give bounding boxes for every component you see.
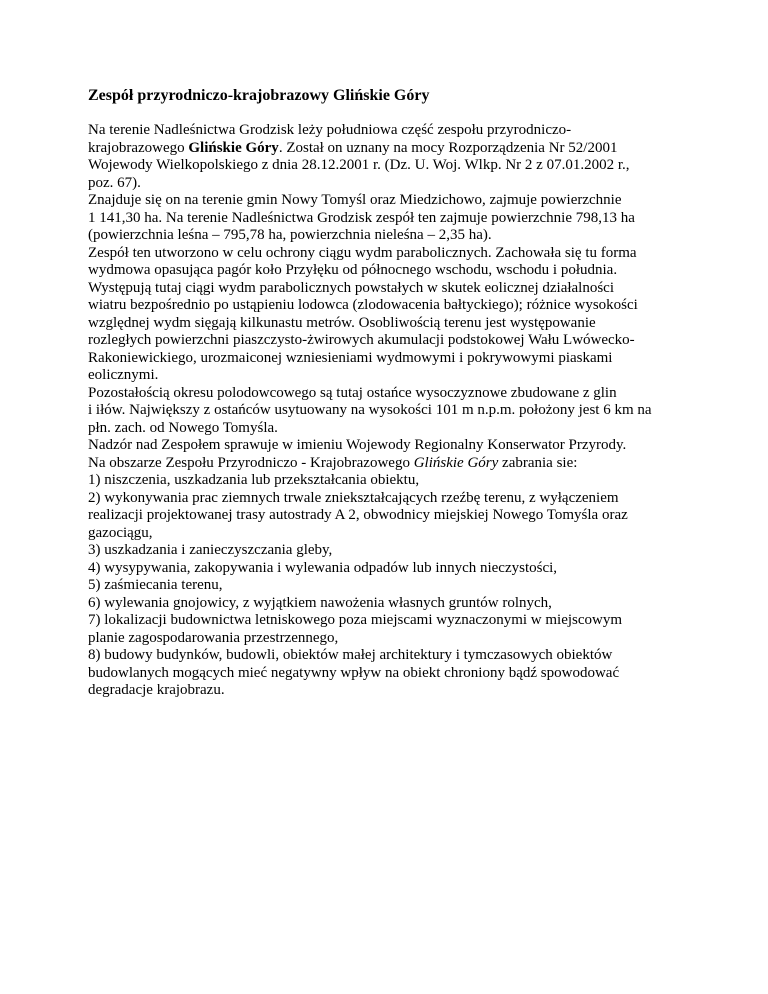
text-segment: . Został on uznany na mocy Rozporządzenia Nr 52/2001	[278, 139, 618, 156]
text-line: budowlanych mogących mieć negatywny wpływ na obiekt chroniony bądź spowodować	[88, 664, 620, 681]
text-line	[88, 140, 688, 158]
text-line: Wojewody Wielkopolskiego z dnia 28.12.2001 r. (Dz. U. Woj. Wlkp. Nr 2 z 07.01.2002 r.,	[88, 157, 630, 173]
text-line: 4) wysypywania, zakopywania i wylewania odpadów lub innych nieczystości,	[88, 559, 558, 576]
text-segment: krajobrazowego	[88, 139, 189, 156]
text-line: rozległych powierzchni piaszczysto-żwirowych akumulacji podstokowej Wału Lwówecko-	[88, 332, 635, 348]
text-line: 7) lokalizacji budownictwa letniskowego poza miejscami wyznaczonymi w miejscowym	[88, 612, 623, 628]
text-segment: Na obszarze Zespołu Przyrodniczo - Krajobrazowego	[88, 454, 414, 471]
text-line: wiatru bezpośrednio po ustąpieniu lodowca (zlodowacenia bałtyckiego); różnice wysokości	[88, 297, 638, 313]
text-line: Występują tutaj ciągi wydm parabolicznych powstałych w skutek eolicznej działalności	[88, 279, 615, 296]
text-segment: zabrania sie:	[498, 454, 578, 471]
text-line: (powierzchnia leśna – 795,78 ha, powierzchnia nieleśna – 2,35 ha).	[88, 227, 492, 243]
text-line: 1 141,30 ha. Na terenie Nadleśnictwa Grodzisk zespół ten zajmuje powierzchnie 798,13 ha	[88, 209, 635, 226]
text-line: 5) zaśmiecania terenu,	[88, 577, 223, 593]
text-line: 2) wykonywania prac ziemnych trwale zniekształcających rzeźbę terenu, z wyłączeniem	[88, 489, 619, 506]
text-line: planie zagospodarowania przestrzennego,	[88, 629, 339, 646]
document-body	[88, 122, 688, 700]
text-line: eolicznymi.	[88, 367, 159, 383]
bold-name: Glińskie Góry	[188, 139, 279, 156]
text-line: poz. 67).	[88, 174, 141, 191]
text-line: płn. zach. od Nowego Tomyśla.	[88, 419, 278, 436]
text-line: Znajduje się on na terenie gmin Nowy Tomyśl oraz Miedzichowo, zajmuje powierzchnie	[88, 192, 622, 208]
text-line: 1) niszczenia, uszkadzania lub przekształcania obiektu,	[88, 472, 420, 488]
text-line: 3) uszkadzania i zanieczyszczania gleby,	[88, 542, 333, 558]
document-title: Zespół przyrodniczo-krajobrazowy Glińskie Góry	[88, 87, 430, 104]
text-line: względnej wydm sięgają kilkunastu metrów. Osobliwością terenu jest występowanie	[88, 314, 596, 331]
text-line: Rakoniewickiego, urozmaiconej wzniesieniami wydmowymi i pokrywowymi piaskami	[88, 349, 613, 366]
text-line: 8) budowy budynków, budowli, obiektów małej architektury i tymczasowych obiektów	[88, 647, 613, 663]
text-line: gazociągu,	[88, 524, 153, 541]
text-line: Na terenie Nadleśnictwa Grodzisk leży południowa część zespołu przyrodniczo-	[88, 122, 572, 138]
text-line: degradacje krajobrazu.	[88, 682, 225, 698]
text-line: 6) wylewania gnojowicy, z wyjątkiem nawożenia własnych gruntów rolnych,	[88, 594, 552, 611]
text-line	[88, 455, 688, 473]
text-line: realizacji projektowanej trasy autostrady A 2, obwodnicy miejskiej Nowego Tomyśla oraz	[88, 507, 628, 523]
text-line: wydmowa opasująca pagór koło Przyłęku od północnego wschodu, wschodu i południa.	[88, 262, 618, 278]
text-line: Zespół ten utworzono w celu ochrony ciągu wydm parabolicznych. Zachowała się tu forma	[88, 244, 637, 261]
text-line: Pozostałością okresu polodowcowego są tutaj ostańce wysoczyznowe zbudowane z glin	[88, 384, 617, 401]
text-line: Nadzór nad Zespołem sprawuje w imieniu Wojewody Regionalny Konserwator Przyrody.	[88, 437, 627, 453]
italic-name: Glińskie Góry	[413, 454, 499, 471]
text-line: i iłów. Największy z ostańców usytuowany na wysokości 101 m n.p.m. położony jest 6 km na	[88, 402, 652, 418]
